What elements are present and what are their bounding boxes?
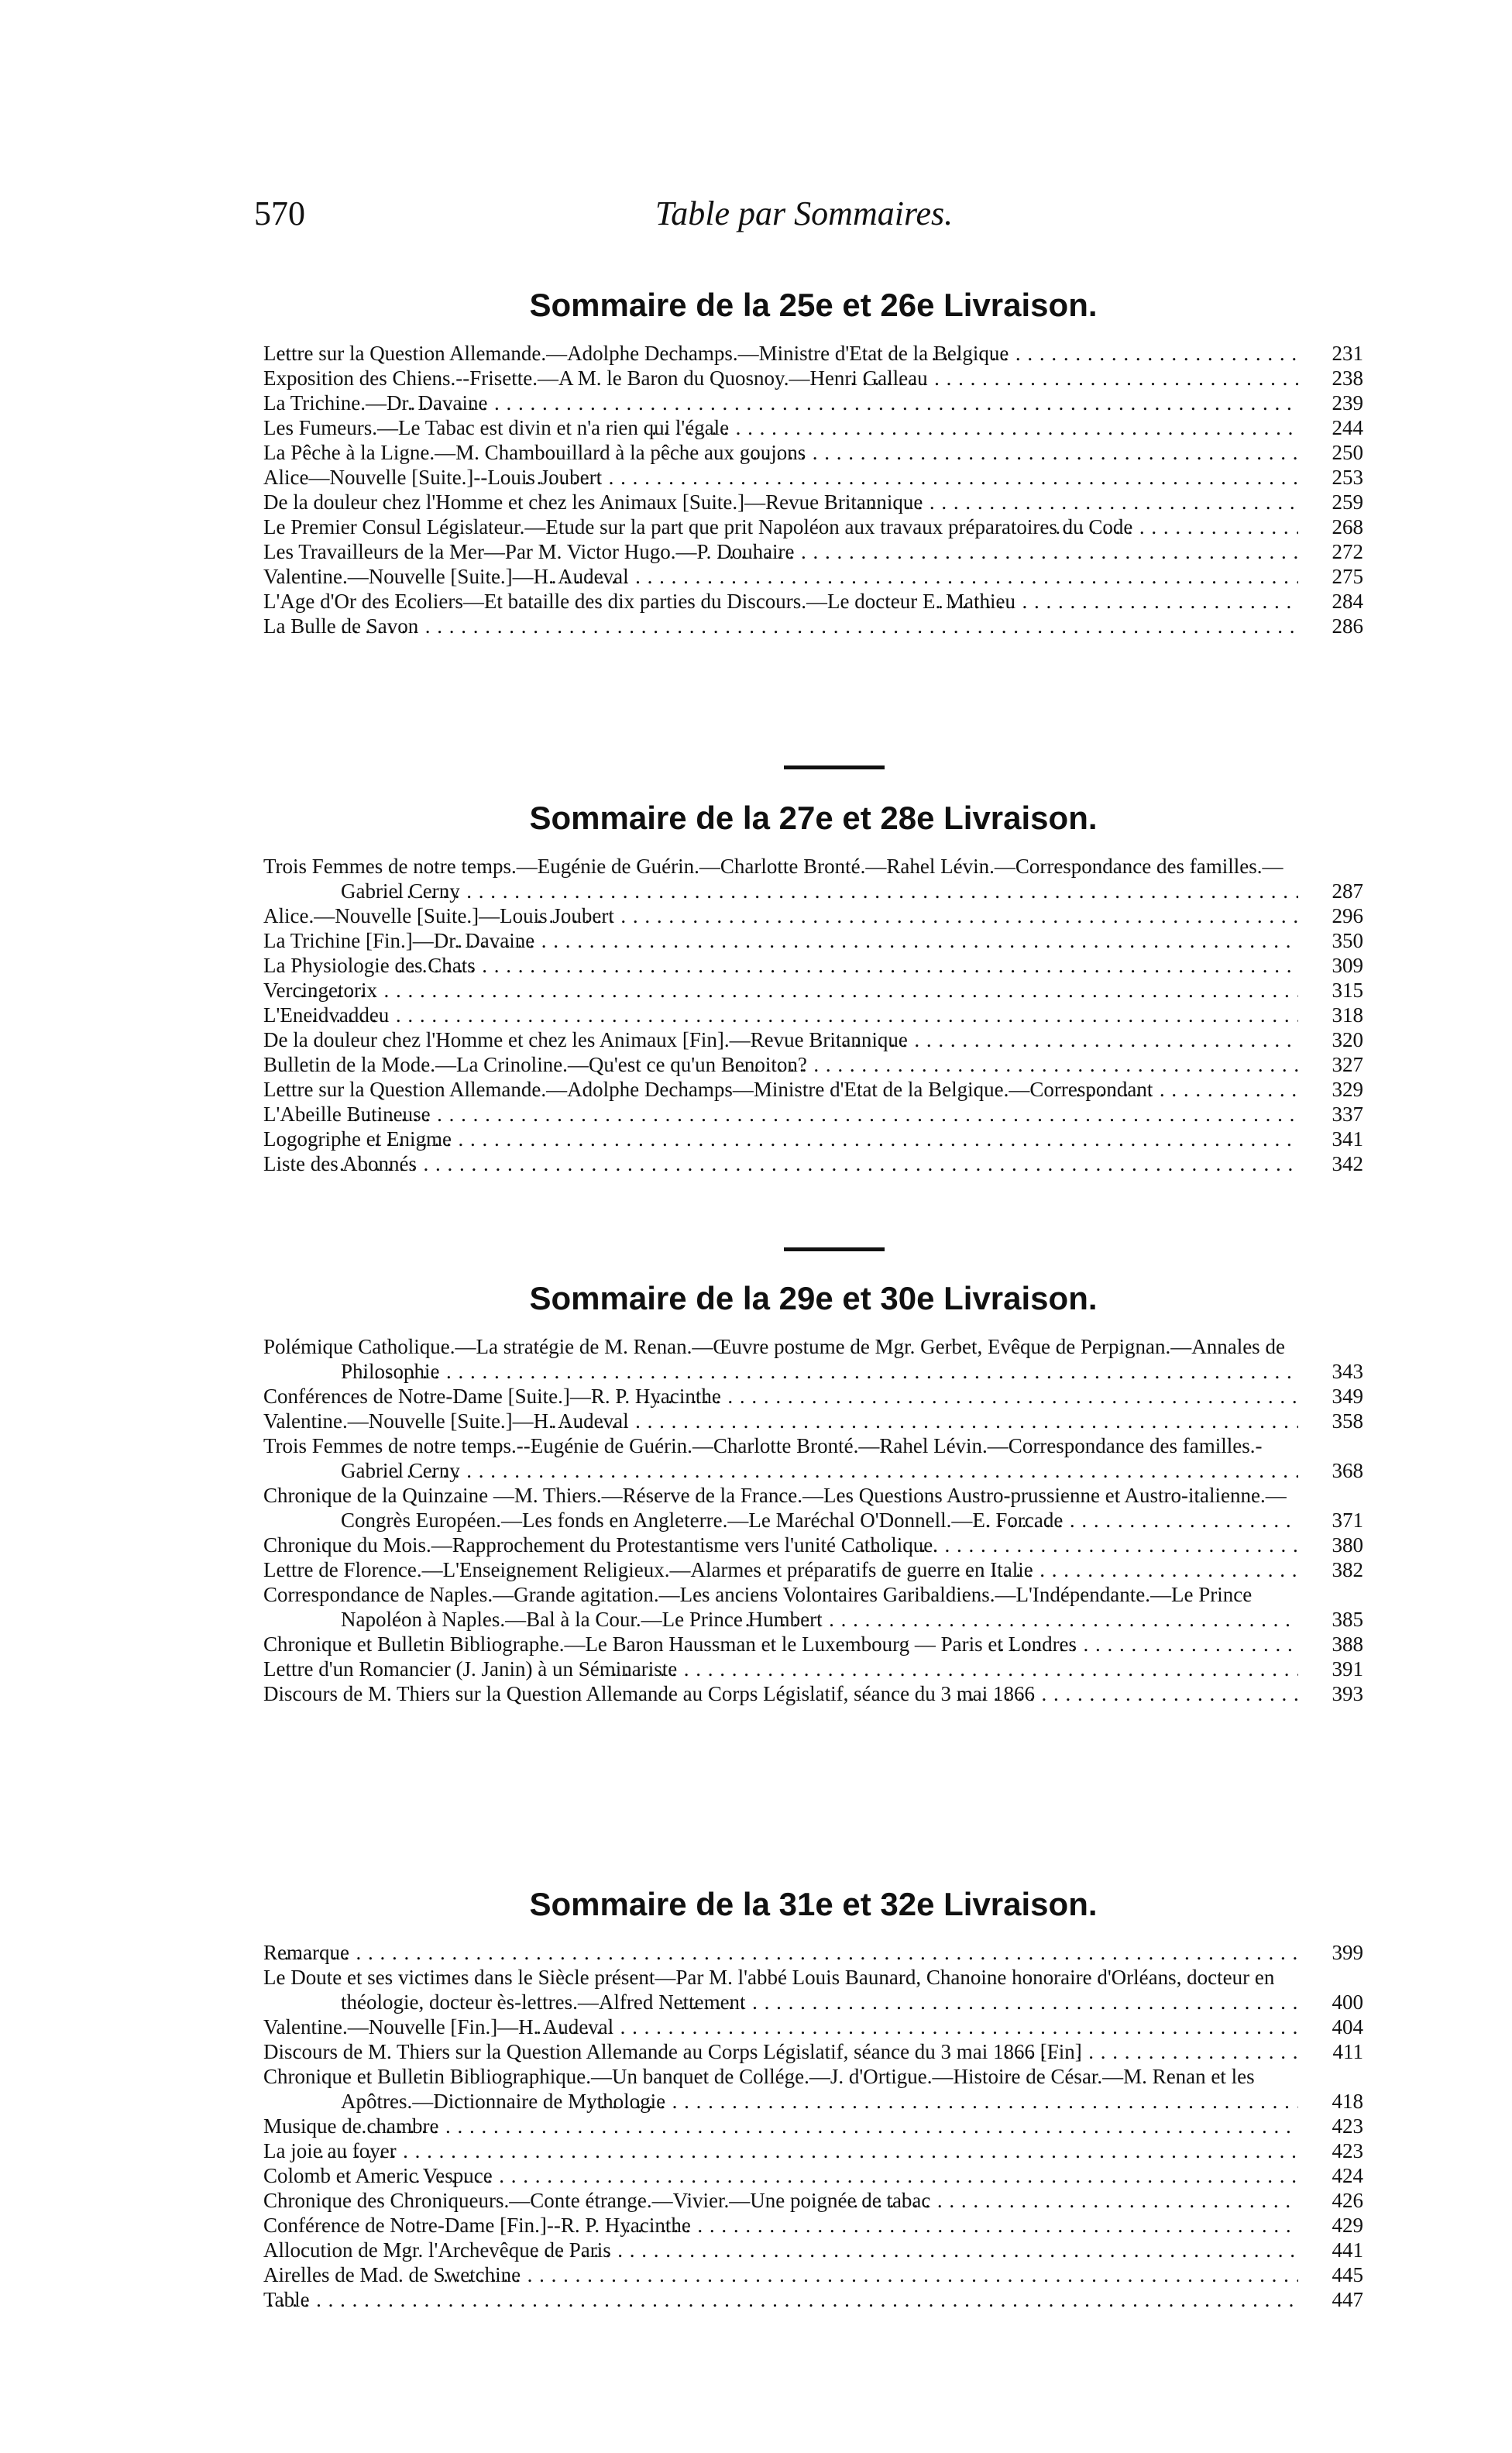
toc-entry <box>263 1557 1363 1582</box>
toc-entry-title: Chronique des Chroniqueurs.—Conte étrange.—Vivier.—Une poignée de tabac . . . <box>263 2188 1298 2213</box>
toc-entry <box>263 2039 1363 2064</box>
toc-entry-page-number: 337 <box>1298 1102 1363 1127</box>
toc-entry <box>263 415 1363 440</box>
toc-entry-page-number: 350 <box>1298 928 1363 953</box>
toc-entry <box>263 1582 1363 1632</box>
toc-entry-page-number: 385 <box>1298 1607 1363 1632</box>
section-title: Sommaire de la 29e et 30e Livraison. <box>529 1280 1098 1316</box>
toc-entry-page-number: 309 <box>1298 953 1363 978</box>
toc-entry <box>263 953 1363 978</box>
toc-entry-title: Alice.—Nouvelle [Suite.]—Louis Joubert . . . <box>263 903 1298 928</box>
toc-entry-page-number: 244 <box>1298 415 1363 440</box>
toc-entry-page-number: 382 <box>1298 1557 1363 1582</box>
toc-entry-title: Les Travailleurs de la Mer—Par M. Victor Hugo.—P. Douhaire . . . <box>263 539 1298 564</box>
toc-entry-page-number: 349 <box>1298 1384 1363 1409</box>
toc-entry-title: Airelles de Mad. de Swetchine . . . <box>263 2262 1298 2287</box>
toc-entry-page-number: 231 <box>1298 341 1363 366</box>
toc-entry <box>263 1433 1363 1483</box>
toc-entry-title: Allocution de Mgr. l'Archevêque de Paris . . . <box>263 2238 1298 2262</box>
toc-entry-title: Lettre de Florence.—L'Enseignement Religieux.—Alarmes et préparatifs de guerre en Italie . . . <box>263 1557 1298 1582</box>
toc-entry-page-number: 418 <box>1298 2089 1363 2114</box>
toc-entry-title: Liste des Abonnés . . . <box>263 1151 1298 1176</box>
toc-entry <box>263 2238 1363 2262</box>
toc-entry-title: Musique de chambre . . . <box>263 2114 1298 2138</box>
toc-entry-title: Correspondance de Naples.—Grande agitation.—Les anciens Volontaires Garibaldiens.—L'Indépendante.—Le Prince Napoléon à Naples.—Bal à la Cour.—Le Prince Humbert . . . <box>263 1582 1298 1632</box>
summary-section-29-30 <box>263 1280 1363 1706</box>
toc-entry-page-number: 371 <box>1298 1508 1363 1533</box>
toc-entry-title: Chronique du Mois.—Rapprochement du Protestantisme vers l'unité Catholique. . . . <box>263 1533 1298 1557</box>
toc-entry <box>263 341 1363 366</box>
toc-entry-page-number: 445 <box>1298 2262 1363 2287</box>
toc-entry-title: La joie au foyer . . . <box>263 2138 1298 2163</box>
section-divider <box>784 1247 885 1251</box>
toc-entry-title: Lettre sur la Question Allemande.—Adolphe Dechamps.—Ministre d'Etat de la Belgique . . . <box>263 341 1298 366</box>
toc-entry <box>263 490 1363 514</box>
toc-entry <box>263 1102 1363 1127</box>
toc-entry-page-number: 275 <box>1298 564 1363 589</box>
toc-entry <box>263 1483 1363 1533</box>
section-title: Sommaire de la 25e et 26e Livraison. <box>529 287 1098 323</box>
entry-list <box>263 854 1363 1176</box>
toc-entry <box>263 1151 1363 1176</box>
toc-entry <box>263 2287 1363 2312</box>
toc-entry-page-number: 404 <box>1298 2014 1363 2039</box>
toc-entry-title: De la douleur chez l'Homme et chez les Animaux [Suite.]—Revue Britannique . . . <box>263 490 1298 514</box>
toc-entry-page-number: 250 <box>1298 440 1363 465</box>
toc-entry-page-number: 318 <box>1298 1003 1363 1027</box>
toc-entry-page-number: 287 <box>1298 879 1363 903</box>
toc-entry <box>263 2188 1363 2213</box>
toc-entry <box>263 1003 1363 1027</box>
toc-entry-title: Lettre d'un Romancier (J. Janin) à un Séminariste . . . <box>263 1657 1298 1681</box>
toc-entry-title: Trois Femmes de notre temps.--Eugénie de Guérin.—Charlotte Bronté.—Rahel Lévin.—Correspondance des familles.-Gabriel Cerny . . . <box>263 1433 1298 1483</box>
running-title: Table par Sommaires. <box>655 194 954 232</box>
toc-entry-page-number: 426 <box>1298 2188 1363 2213</box>
toc-entry-title: La Bulle de Savon . . . <box>263 614 1298 638</box>
page-header <box>254 194 1354 240</box>
toc-entry-page-number: 424 <box>1298 2163 1363 2188</box>
toc-entry-title: De la douleur chez l'Homme et chez les Animaux [Fin].—Revue Britannique . . . <box>263 1027 1298 1052</box>
toc-entry-title: La Physiologie des Chats . . . <box>263 953 1298 978</box>
page-number: 570 <box>254 194 305 232</box>
toc-entry <box>263 2114 1363 2138</box>
toc-entry-title: Conférence de Notre-Dame [Fin.]--R. P. Hyacinthe . . . <box>263 2213 1298 2238</box>
toc-entry-title: L'Eneidvaddeu . . . <box>263 1003 1298 1027</box>
toc-entry-title: Discours de M. Thiers sur la Question Allemande au Corps Législatif, séance du 3 mai 1866 [Fin] . . . <box>263 2039 1298 2064</box>
toc-entry-page-number: 268 <box>1298 514 1363 539</box>
toc-entry-page-number: 327 <box>1298 1052 1363 1077</box>
toc-entry <box>263 1657 1363 1681</box>
toc-entry-title: Les Fumeurs.—Le Tabac est divin et n'a rien qui l'égale . . . <box>263 415 1298 440</box>
toc-entry-title: Logogriphe et Enigme . . . <box>263 1127 1298 1151</box>
toc-entry-title: Le Doute et ses victimes dans le Siècle présent—Par M. l'abbé Louis Baunard, Chanoine honoraire d'Orléans, docteur en théologie, docteur ès-lettres.—Alfred Nettement . . . <box>263 1965 1298 2014</box>
toc-entry <box>263 1127 1363 1151</box>
toc-entry-page-number: 320 <box>1298 1027 1363 1052</box>
toc-entry-title: Le Premier Consul Législateur.—Etude sur la part que prit Napoléon aux travaux préparatoires du Code . . . <box>263 514 1298 539</box>
entry-list <box>263 341 1363 638</box>
toc-entry-title: Remarque . . . <box>263 1940 1298 1965</box>
toc-entry-title: Valentine.—Nouvelle [Fin.]—H. Audeval . . . <box>263 2014 1298 2039</box>
toc-entry-page-number: 399 <box>1298 1940 1363 1965</box>
toc-entry-title: L'Abeille Butineuse . . . <box>263 1102 1298 1127</box>
toc-entry-page-number: 393 <box>1298 1681 1363 1706</box>
toc-entry-title: Table . . . <box>263 2287 1298 2312</box>
toc-entry <box>263 1077 1363 1102</box>
toc-entry <box>263 1940 1363 1965</box>
toc-entry-page-number: 272 <box>1298 539 1363 564</box>
toc-entry-title: Chronique de la Quinzaine —M. Thiers.—Réserve de la France.—Les Questions Austro-prussienne et Austro-italienne.—Congrès Européen.—Les fonds en Angleterre.—Le Maréchal O'Donnell.—E. Forcade . . . <box>263 1483 1298 1533</box>
toc-entry-title: Exposition des Chiens.--Frisette.—A M. le Baron du Quosnoy.—Henri Galleau . . . <box>263 366 1298 390</box>
toc-entry <box>263 589 1363 614</box>
toc-entry-page-number: 259 <box>1298 490 1363 514</box>
toc-entry-page-number: 423 <box>1298 2114 1363 2138</box>
toc-entry <box>263 2014 1363 2039</box>
toc-entry-page-number: 284 <box>1298 589 1363 614</box>
toc-entry-title: Chronique et Bulletin Bibliographe.—Le Baron Haussman et le Luxembourg — Paris et Londres . . . <box>263 1632 1298 1657</box>
toc-entry <box>263 1681 1363 1706</box>
toc-entry <box>263 854 1363 903</box>
toc-entry-page-number: 368 <box>1298 1458 1363 1483</box>
toc-entry-title: Discours de M. Thiers sur la Question Allemande au Corps Législatif, séance du 3 mai 1866 . . . <box>263 1681 1298 1706</box>
toc-entry-title: Conférences de Notre-Dame [Suite.]—R. P. Hyacinthe . . . <box>263 1384 1298 1409</box>
toc-entry <box>263 1384 1363 1409</box>
toc-entry-page-number: 315 <box>1298 978 1363 1003</box>
toc-entry-page-number: 358 <box>1298 1409 1363 1433</box>
entry-list <box>263 1940 1363 2312</box>
toc-entry-page-number: 388 <box>1298 1632 1363 1657</box>
toc-entry-title: Valentine.—Nouvelle [Suite.]—H. Audeval . . . <box>263 564 1298 589</box>
toc-entry <box>263 1334 1363 1384</box>
toc-entry-page-number: 423 <box>1298 2138 1363 2163</box>
toc-entry-page-number: 447 <box>1298 2287 1363 2312</box>
toc-entry <box>263 366 1363 390</box>
toc-entry-page-number: 400 <box>1298 1990 1363 2014</box>
toc-entry-title: La Pêche à la Ligne.—M. Chambouillard à la pêche aux goujons . . . <box>263 440 1298 465</box>
toc-entry <box>263 1409 1363 1433</box>
toc-entry-page-number: 329 <box>1298 1077 1363 1102</box>
toc-entry <box>263 2138 1363 2163</box>
section-title: Sommaire de la 31e et 32e Livraison. <box>529 1886 1098 1922</box>
toc-entry <box>263 2213 1363 2238</box>
toc-entry-title: La Trichine.—Dr. Davaine . . . <box>263 390 1298 415</box>
toc-entry <box>263 614 1363 638</box>
toc-entry-title: Bulletin de la Mode.—La Crinoline.—Qu'est ce qu'un Benoiton? . . . <box>263 1052 1298 1077</box>
toc-entry-page-number: 343 <box>1298 1359 1363 1384</box>
toc-entry-page-number: 380 <box>1298 1533 1363 1557</box>
toc-entry-page-number: 238 <box>1298 366 1363 390</box>
toc-entry-title: Polémique Catholique.—La stratégie de M. Renan.—Œuvre postume de Mgr. Gerbet, Evêque de Perpignan.—Annales de Philosophie . . . <box>263 1334 1298 1384</box>
toc-entry-page-number: 391 <box>1298 1657 1363 1681</box>
summary-section-27-28 <box>263 800 1363 1176</box>
toc-entry-title: Alice—Nouvelle [Suite.]--Louis Joubert . . . <box>263 465 1298 490</box>
toc-entry <box>263 465 1363 490</box>
toc-entry <box>263 539 1363 564</box>
toc-entry-page-number: 286 <box>1298 614 1363 638</box>
toc-entry-title: Trois Femmes de notre temps.—Eugénie de Guérin.—Charlotte Bronté.—Rahel Lévin.—Correspondance des familles.—Gabriel Cerny . . . <box>263 854 1298 903</box>
toc-entry-title: L'Age d'Or des Ecoliers—Et bataille des dix parties du Discours.—Le docteur E. Mathieu . . . <box>263 589 1298 614</box>
toc-entry <box>263 1533 1363 1557</box>
toc-entry-title: Chronique et Bulletin Bibliographique.—Un banquet de Collége.—J. d'Ortigue.—Histoire de César.—M. Renan et les Apôtres.—Dictionnaire de Mythologie . . . <box>263 2064 1298 2114</box>
section-title: Sommaire de la 27e et 28e Livraison. <box>529 800 1098 836</box>
toc-entry <box>263 440 1363 465</box>
toc-entry <box>263 1965 1363 2014</box>
toc-entry <box>263 1027 1363 1052</box>
toc-entry <box>263 564 1363 589</box>
toc-entry <box>263 903 1363 928</box>
toc-entry <box>263 978 1363 1003</box>
toc-entry <box>263 2262 1363 2287</box>
entry-list <box>263 1334 1363 1706</box>
toc-entry-page-number: 441 <box>1298 2238 1363 2262</box>
toc-entry-page-number: 253 <box>1298 465 1363 490</box>
toc-entry <box>263 1632 1363 1657</box>
toc-entry <box>263 390 1363 415</box>
section-divider <box>784 765 885 769</box>
toc-entry-page-number: 342 <box>1298 1151 1363 1176</box>
toc-entry-title: Vercingetorix . . . <box>263 978 1298 1003</box>
toc-entry-page-number: 429 <box>1298 2213 1363 2238</box>
toc-entry-page-number: 239 <box>1298 390 1363 415</box>
summary-section-31-32 <box>263 1886 1363 2312</box>
toc-entry <box>263 1052 1363 1077</box>
summary-section-25-26 <box>263 287 1363 638</box>
toc-entry <box>263 514 1363 539</box>
toc-entry <box>263 928 1363 953</box>
toc-entry-page-number: 296 <box>1298 903 1363 928</box>
toc-entry-title: Lettre sur la Question Allemande.—Adolphe Dechamps—Ministre d'Etat de la Belgique.—Correspondant . . . <box>263 1077 1298 1102</box>
toc-entry-page-number: 341 <box>1298 1127 1363 1151</box>
toc-entry-title: Valentine.—Nouvelle [Suite.]—H. Audeval . . . <box>263 1409 1298 1433</box>
toc-entry <box>263 2163 1363 2188</box>
toc-entry-page-number: 411 <box>1298 2039 1363 2064</box>
toc-entry-title: La Trichine [Fin.]—Dr. Davaine . . . <box>263 928 1298 953</box>
toc-entry <box>263 2064 1363 2114</box>
toc-entry-title: Colomb et Americ Vespuce . . . <box>263 2163 1298 2188</box>
